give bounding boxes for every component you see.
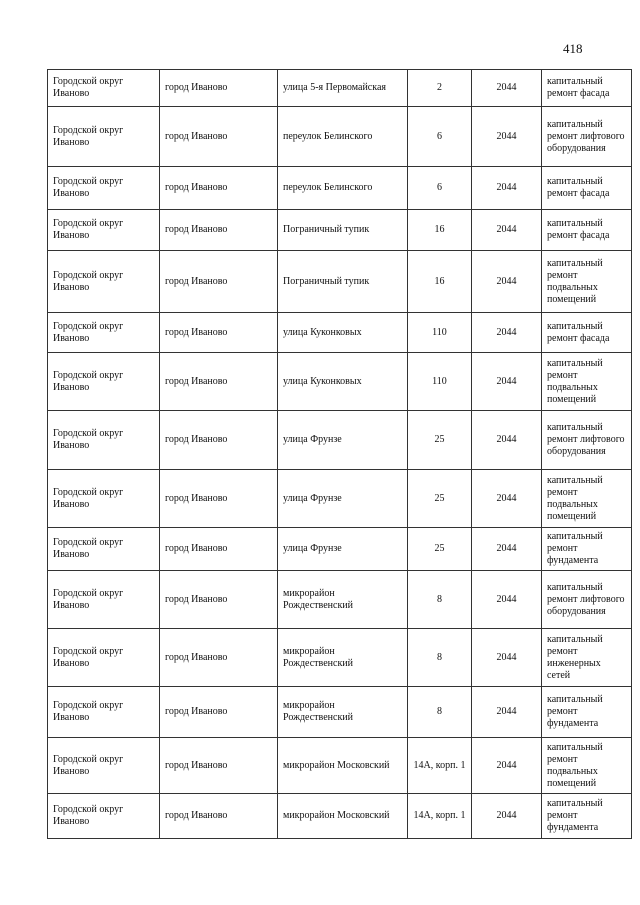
city-cell: город Иваново (160, 470, 278, 528)
year-cell: 2044 (472, 738, 542, 794)
street-cell: переулок Белинского (278, 107, 408, 167)
city-cell: город Иваново (160, 210, 278, 251)
work-type-cell: капитальный ремонт лифтового оборудования (542, 411, 632, 470)
municipal-district-cell: Городской округ Иваново (48, 210, 160, 251)
year-cell: 2044 (472, 629, 542, 687)
street-cell: улица Фрунзе (278, 470, 408, 528)
house-number-cell: 6 (408, 107, 472, 167)
city-cell: город Иваново (160, 738, 278, 794)
work-type-cell: капитальный ремонт лифтового оборудования (542, 107, 632, 167)
street-cell: Пограничный тупик (278, 251, 408, 313)
year-cell: 2044 (472, 313, 542, 353)
house-number-cell: 14А, корп. 1 (408, 738, 472, 794)
year-cell: 2044 (472, 353, 542, 411)
municipal-district-cell: Городской округ Иваново (48, 313, 160, 353)
municipal-district-cell: Городской округ Иваново (48, 167, 160, 210)
street-cell: переулок Белинского (278, 167, 408, 210)
table-row (48, 794, 632, 839)
city-cell: город Иваново (160, 794, 278, 839)
table-row (48, 629, 632, 687)
city-cell: город Иваново (160, 167, 278, 210)
city-cell: город Иваново (160, 107, 278, 167)
table-row (48, 687, 632, 738)
year-cell: 2044 (472, 251, 542, 313)
street-cell: микрорайон Рождественский (278, 629, 408, 687)
table-row (48, 251, 632, 313)
table-row (48, 353, 632, 411)
municipal-district-cell: Городской округ Иваново (48, 353, 160, 411)
street-cell: улица Фрунзе (278, 528, 408, 571)
work-type-cell: капитальный ремонт фундамента (542, 687, 632, 738)
work-type-cell: капитальный ремонт фасада (542, 313, 632, 353)
municipal-district-cell: Городской округ Иваново (48, 107, 160, 167)
street-cell: микрорайон Московский (278, 794, 408, 839)
city-cell: город Иваново (160, 70, 278, 107)
house-number-cell: 16 (408, 210, 472, 251)
municipal-district-cell: Городской округ Иваново (48, 687, 160, 738)
work-type-cell: капитальный ремонт фундамента (542, 794, 632, 839)
municipal-district-cell: Городской округ Иваново (48, 411, 160, 470)
work-type-cell: капитальный ремонт подвальных помещений (542, 738, 632, 794)
house-number-cell: 6 (408, 167, 472, 210)
work-type-cell: капитальный ремонт подвальных помещений (542, 251, 632, 313)
house-number-cell: 110 (408, 313, 472, 353)
year-cell: 2044 (472, 571, 542, 629)
city-cell: город Иваново (160, 251, 278, 313)
year-cell: 2044 (472, 528, 542, 571)
table-row (48, 528, 632, 571)
street-cell: улица Куконковых (278, 313, 408, 353)
municipal-district-cell: Городской округ Иваново (48, 528, 160, 571)
house-number-cell: 110 (408, 353, 472, 411)
year-cell: 2044 (472, 470, 542, 528)
house-number-cell: 8 (408, 571, 472, 629)
city-cell: город Иваново (160, 687, 278, 738)
table-row (48, 210, 632, 251)
municipal-district-cell: Городской округ Иваново (48, 70, 160, 107)
city-cell: город Иваново (160, 411, 278, 470)
street-cell: улица Куконковых (278, 353, 408, 411)
municipal-district-cell: Городской округ Иваново (48, 794, 160, 839)
work-type-cell: капитальный ремонт фундамента (542, 528, 632, 571)
table-row (48, 70, 632, 107)
house-number-cell: 14А, корп. 1 (408, 794, 472, 839)
table-row (48, 738, 632, 794)
city-cell: город Иваново (160, 571, 278, 629)
table-row (48, 167, 632, 210)
house-number-cell: 25 (408, 528, 472, 571)
city-cell: город Иваново (160, 353, 278, 411)
municipal-district-cell: Городской округ Иваново (48, 738, 160, 794)
house-number-cell: 16 (408, 251, 472, 313)
year-cell: 2044 (472, 794, 542, 839)
house-number-cell: 2 (408, 70, 472, 107)
house-number-cell: 25 (408, 470, 472, 528)
work-type-cell: капитальный ремонт подвальных помещений (542, 470, 632, 528)
work-type-cell: капитальный ремонт инженерных сетей (542, 629, 632, 687)
table-row (48, 313, 632, 353)
work-type-cell: капитальный ремонт фасада (542, 210, 632, 251)
year-cell: 2044 (472, 107, 542, 167)
street-cell: улица 5-я Первомайская (278, 70, 408, 107)
year-cell: 2044 (472, 210, 542, 251)
street-cell: микрорайон Рождественский (278, 687, 408, 738)
municipal-district-cell: Городской округ Иваново (48, 629, 160, 687)
year-cell: 2044 (472, 411, 542, 470)
municipal-district-cell: Городской округ Иваново (48, 251, 160, 313)
repair-schedule-table (47, 69, 632, 839)
house-number-cell: 8 (408, 629, 472, 687)
work-type-cell: капитальный ремонт подвальных помещений (542, 353, 632, 411)
city-cell: город Иваново (160, 629, 278, 687)
table-row (48, 470, 632, 528)
work-type-cell: капитальный ремонт фасада (542, 167, 632, 210)
city-cell: город Иваново (160, 528, 278, 571)
house-number-cell: 25 (408, 411, 472, 470)
city-cell: город Иваново (160, 313, 278, 353)
table-row (48, 411, 632, 470)
street-cell: микрорайон Рождественский (278, 571, 408, 629)
year-cell: 2044 (472, 70, 542, 107)
page-number: 418 (563, 41, 583, 56)
year-cell: 2044 (472, 687, 542, 738)
house-number-cell: 8 (408, 687, 472, 738)
street-cell: микрорайон Московский (278, 738, 408, 794)
street-cell: Пограничный тупик (278, 210, 408, 251)
table-row (48, 571, 632, 629)
work-type-cell: капитальный ремонт лифтового оборудования (542, 571, 632, 629)
municipal-district-cell: Городской округ Иваново (48, 571, 160, 629)
year-cell: 2044 (472, 167, 542, 210)
work-type-cell: капитальный ремонт фасада (542, 70, 632, 107)
table-row (48, 107, 632, 167)
street-cell: улица Фрунзе (278, 411, 408, 470)
municipal-district-cell: Городской округ Иваново (48, 470, 160, 528)
